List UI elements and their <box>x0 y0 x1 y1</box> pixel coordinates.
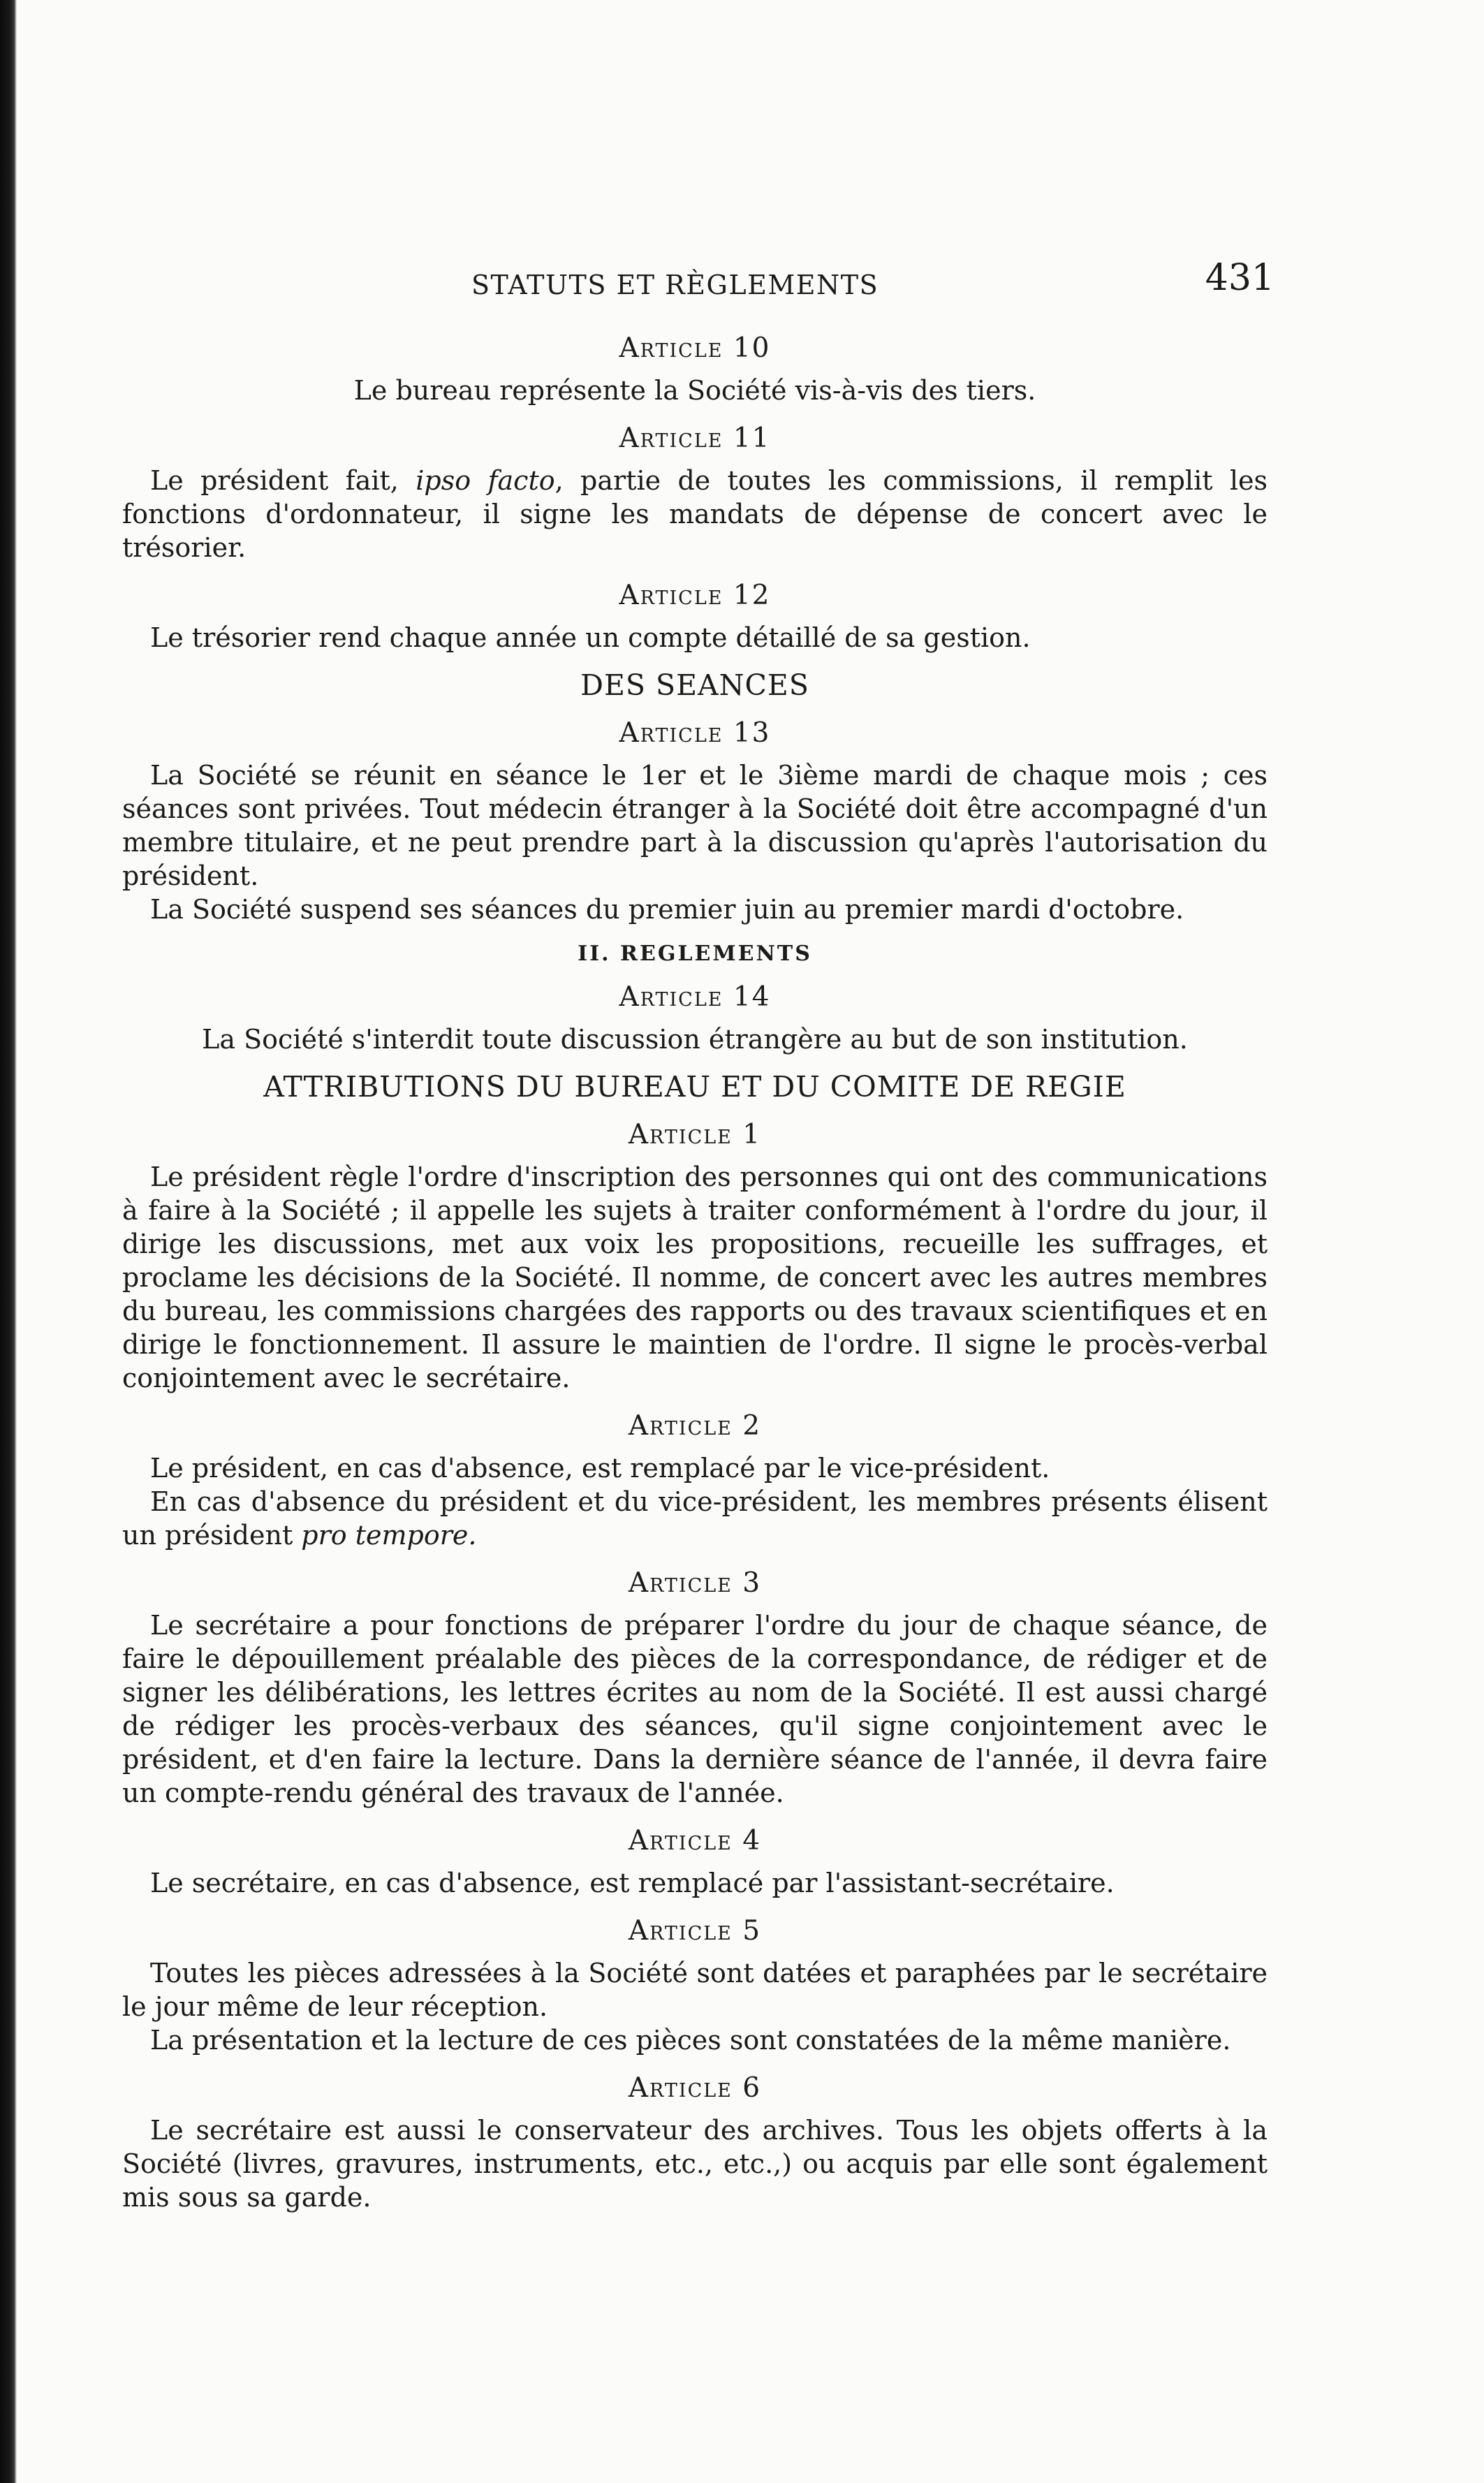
article-text: La Société s'interdit toute discussion étrangère au but de son institution. <box>202 1024 1188 1055</box>
section-title-seances: DES SEANCES <box>580 668 809 702</box>
document-page <box>122 257 1274 2214</box>
article-heading: Article 4 <box>628 1825 762 1856</box>
article-heading: Article 12 <box>619 580 771 611</box>
article-paragraph: La Société se réunit en séance le 1er et le 3ième mardi de chaque mois ; ces séances sont privées. Tout médecin étranger à la Société doit être accompagné d'un membre titulaire, et ne peut prendre part à la discussion qu'après l'autorisation du président. <box>122 760 1268 891</box>
article-heading: Article 3 <box>628 1567 762 1599</box>
article-12 <box>122 580 1268 654</box>
article-paragraph: Toutes les pièces adressées à la Société sont datées et paraphées par le secrétaire le jour même de leur réception. <box>122 1958 1268 2022</box>
attr-article-5 <box>122 1915 1268 2057</box>
attr-article-4 <box>122 1825 1268 1900</box>
article-text: Le bureau représente la Société vis-à-vis des tiers. <box>353 375 1036 406</box>
article-text: Le secrétaire, en cas d'absence, est remplacé par l'assistant-secrétaire. <box>150 1868 1115 1898</box>
article-heading: Article 13 <box>619 717 771 749</box>
article-heading: Article 11 <box>619 423 771 454</box>
article-text: Le président règle l'ordre d'inscription des personnes qui ont des communications à faire à la Société ; il appelle les sujets à traiter conformément à l'ordre du jour, il dirige les discussions, met aux voix les propositions, recueille les suffrages, et proclame les décisions de la Société. Il nomme, de concert avec les autres membres du bureau, les commissions chargées des rapports ou des travaux scientifiques et en dirige le fonctionnement. Il assure le maintien de l'ordre. Il signe le procès-verbal conjointement avec le secrétaire. <box>122 1162 1268 1393</box>
article-heading: Article 5 <box>628 1915 762 1947</box>
attr-article-2 <box>122 1410 1268 1552</box>
attr-article-1 <box>122 1119 1268 1395</box>
text-segment: Le président fait, <box>150 465 416 496</box>
article-10 <box>122 332 1268 407</box>
page-binding-edge <box>0 0 17 2483</box>
attr-article-6 <box>122 2072 1268 2214</box>
italic-phrase: pro tempore. <box>301 1520 477 1551</box>
page-number: 431 <box>1205 257 1274 299</box>
section-title-reglements: II. REGLEMENTS <box>578 942 812 966</box>
running-title: STATUTS ET RÈGLEMENTS <box>471 270 879 300</box>
article-14 <box>122 981 1268 1056</box>
italic-phrase: ipso facto <box>416 465 555 496</box>
running-header <box>122 257 1274 306</box>
text-segment: En cas d'absence du président et du vice-président, les membres présents élisent un président <box>122 1486 1268 1551</box>
article-heading: Article 2 <box>628 1410 762 1442</box>
section-title-attributions: ATTRIBUTIONS DU BUREAU ET DU COMITE DE REGIE <box>263 1070 1126 1104</box>
attr-article-3 <box>122 1567 1268 1810</box>
article-13 <box>122 717 1268 926</box>
article-heading: Article 1 <box>628 1119 762 1150</box>
article-heading: Article 14 <box>619 981 771 1013</box>
article-text: Le trésorier rend chaque année un compte détaillé de sa gestion. <box>150 622 1031 653</box>
text-segment: , partie de toutes les commissions, il remplit les fonctions d'ordonnateur, il signe les mandats de dépense de concert avec le trésorier. <box>122 465 1268 563</box>
article-text: Le secrétaire a pour fonctions de préparer l'ordre du jour de chaque séance, de faire le dépouillement préalable des pièces de la correspondance, de rédiger et de signer les délibérations, les lettres écrites au nom de la Société. Il est aussi chargé de rédiger les procès-verbaux des séances, qu'il signe conjointement avec le président, et d'en faire la lecture. Dans la dernière séance de l'année, il devra faire un compte-rendu général des travaux de l'année. <box>122 1610 1268 1808</box>
article-paragraph: La Société suspend ses séances du premier juin au premier mardi d'octobre. <box>150 894 1184 925</box>
article-heading: Article 6 <box>628 2072 762 2104</box>
article-paragraph: La présentation et la lecture de ces pièces sont constatées de la même manière. <box>150 2025 1231 2056</box>
article-paragraph: Le président, en cas d'absence, est remplacé par le vice-président. <box>150 1453 1050 1484</box>
article-11 <box>122 423 1268 564</box>
article-text: Le secrétaire est aussi le conservateur des archives. Tous les objets offerts à la Société (livres, gravures, instruments, etc., etc.,) ou acquis par elle sont également mis sous sa garde. <box>122 2115 1268 2213</box>
article-text <box>122 464 1268 564</box>
article-heading: Article 10 <box>619 332 771 364</box>
article-paragraph <box>122 1485 1268 1552</box>
